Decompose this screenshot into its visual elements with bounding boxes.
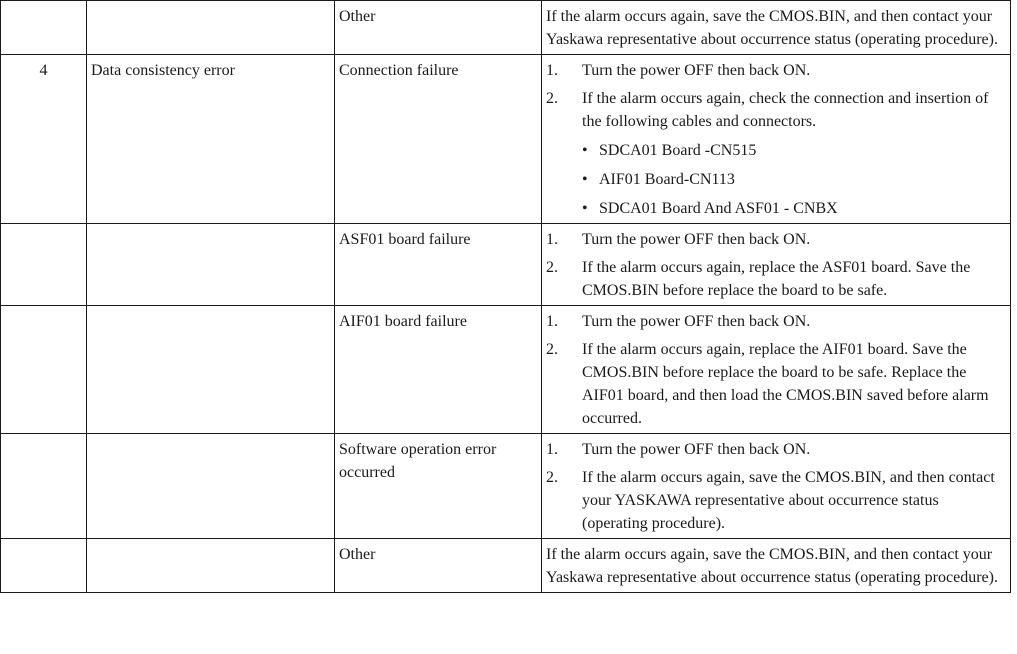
cause-cell: Software operation error occurred	[335, 434, 542, 539]
step-text: If the alarm occurs again, replace the ASF01 board. Save the CMOS.BIN before replace the board to be safe.	[582, 259, 971, 299]
alarm-name-cell	[87, 306, 335, 434]
bullet-icon: •	[582, 200, 588, 217]
cause-cell: AIF01 board failure	[335, 306, 542, 434]
step-text: Turn the power OFF then back ON.	[582, 313, 811, 330]
remedy-step	[546, 438, 1006, 461]
step-text: If the alarm occurs again, check the connection and insertion of the following cables and connectors.	[582, 90, 989, 130]
remedy-cell	[542, 224, 1011, 306]
remedy-steps	[546, 228, 1006, 302]
alarm-name-cell	[87, 434, 335, 539]
alarm-number-cell	[1, 1, 87, 55]
remedy-cell: If the alarm occurs again, save the CMOS.BIN, and then contact your Yaskawa representative about occurrence status (operating procedure).	[542, 539, 1011, 593]
table-row	[1, 224, 1011, 306]
remedy-step	[546, 256, 1006, 302]
step-text: If the alarm occurs again, replace the AIF01 board. Save the CMOS.BIN before replace the board to be safe. Replace the AIF01 board, and then load the CMOS.BIN saved before alarm occurred.	[582, 341, 989, 427]
alarm-number-cell	[1, 434, 87, 539]
step-number: 1.	[546, 62, 558, 79]
remedy-steps	[546, 310, 1006, 430]
alarm-number-cell	[1, 306, 87, 434]
alarm-name-cell	[87, 539, 335, 593]
remedy-steps	[546, 438, 1006, 535]
table-row	[1, 55, 1011, 224]
table-row	[1, 434, 1011, 539]
step-text: Turn the power OFF then back ON.	[582, 62, 811, 79]
alarm-number-cell	[1, 539, 87, 593]
step-text: Turn the power OFF then back ON.	[582, 231, 811, 248]
alarm-number-cell: 4	[1, 55, 87, 224]
alarm-number-cell	[1, 224, 87, 306]
remedy-step	[546, 59, 1006, 82]
alarm-name-cell	[87, 1, 335, 55]
remedy-step	[546, 466, 1006, 535]
remedy-cell	[542, 55, 1011, 224]
step-number: 1.	[546, 231, 558, 248]
step-number: 1.	[546, 313, 558, 330]
alarm-name-cell	[87, 224, 335, 306]
step-number: 2.	[546, 90, 558, 107]
connector-label: AIF01 Board-CN113	[599, 171, 735, 188]
remedy-step	[546, 310, 1006, 333]
cause-cell: ASF01 board failure	[335, 224, 542, 306]
cause-cell: Other	[335, 539, 542, 593]
remedy-cell	[542, 434, 1011, 539]
table-row	[1, 1, 1011, 55]
table-body	[1, 1, 1011, 593]
step-number: 2.	[546, 469, 558, 486]
remedy-cell	[542, 306, 1011, 434]
step-text: Turn the power OFF then back ON.	[582, 441, 811, 458]
remedy-cell: If the alarm occurs again, save the CMOS.BIN, and then contact your Yaskawa representative about occurrence status (operating procedure).	[542, 1, 1011, 55]
table-row	[1, 306, 1011, 434]
connector-item	[582, 168, 1006, 191]
bullet-icon: •	[582, 171, 588, 188]
step-number: 2.	[546, 341, 558, 358]
connector-item	[582, 197, 1006, 220]
bullet-icon: •	[582, 142, 588, 159]
step-text: If the alarm occurs again, save the CMOS.BIN, and then contact your YASKAWA representative about occurrence status (operating procedure).	[582, 469, 995, 532]
alarm-name-cell: Data consistency error	[87, 55, 335, 224]
remedy-step	[546, 338, 1006, 430]
remedy-steps	[546, 59, 1006, 220]
connector-item	[582, 139, 1006, 162]
cause-cell: Other	[335, 1, 542, 55]
remedy-step	[546, 87, 1006, 220]
step-number: 1.	[546, 441, 558, 458]
connector-list	[582, 139, 1006, 220]
remedy-step	[546, 228, 1006, 251]
table-row	[1, 539, 1011, 593]
connector-label: SDCA01 Board -CN515	[599, 142, 757, 159]
cause-cell: Connection failure	[335, 55, 542, 224]
connector-label: SDCA01 Board And ASF01 - CNBX	[599, 200, 838, 217]
step-number: 2.	[546, 259, 558, 276]
